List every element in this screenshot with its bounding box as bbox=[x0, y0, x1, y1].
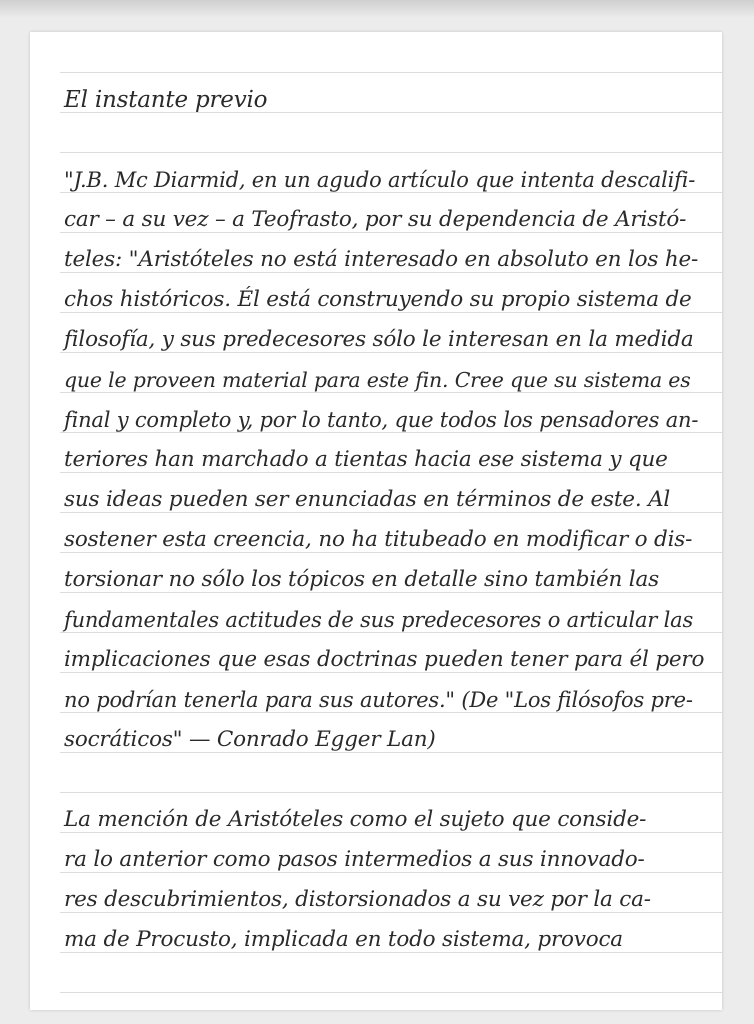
quote-line: sus ideas pueden ser enunciadas en términos de este. Al bbox=[64, 487, 671, 512]
body-line: La mención de Aristóteles como el sujeto que conside- bbox=[64, 807, 647, 832]
notebook-page bbox=[30, 32, 722, 1010]
quote-line: socráticos" — Conrado Egger Lan) bbox=[64, 727, 436, 752]
quote-line: "J.B. Mc Diarmid, en un agudo artículo que intenta descalifi- bbox=[64, 168, 696, 192]
quote-line: teles: "Aristóteles no está interesado en absoluto en los he- bbox=[64, 247, 699, 272]
quote-line: teriores han marchado a tientas hacia ese sistema y que bbox=[64, 447, 668, 472]
body-line: ra lo anterior como pasos intermedios a sus innovado- bbox=[64, 847, 645, 872]
quote-line: implicaciones que esas doctrinas pueden tener para él pero bbox=[64, 647, 705, 672]
quote-line: torsionar no sólo los tópicos en detalle sino también las bbox=[64, 567, 659, 592]
quote-line: filosofía, y sus predecesores sólo le interesan en la medida bbox=[64, 327, 694, 352]
quote-line: final y completo y, por lo tanto, que todos los pensadores an- bbox=[64, 408, 699, 432]
page-title: El instante previo bbox=[64, 87, 268, 113]
quote-line: que le proveen material para este fin. Cree que su sistema es bbox=[64, 368, 691, 392]
ruled-line bbox=[60, 152, 722, 153]
quote-line: no podrían tenerla para sus autores." (De "Los filósofos pre- bbox=[64, 688, 693, 712]
ruled-line bbox=[60, 792, 722, 793]
body-line: ma de Procusto, implicada en todo sistema, provoca bbox=[64, 927, 623, 952]
background-top-shadow bbox=[0, 0, 754, 18]
quote-line: fundamentales actitudes de sus predecesores o articular las bbox=[64, 608, 694, 632]
ruled-line bbox=[60, 992, 722, 993]
quote-line: chos históricos. Él está construyendo su propio sistema de bbox=[64, 287, 692, 312]
body-line: res descubrimientos, distorsionados a su vez por la ca- bbox=[64, 887, 651, 912]
quote-line: sostener esta creencia, no ha titubeado en modificar o dis- bbox=[64, 527, 693, 552]
ruled-line bbox=[60, 72, 722, 73]
quote-line: car – a su vez – a Teofrasto, por su dependencia de Aristó- bbox=[64, 207, 687, 232]
